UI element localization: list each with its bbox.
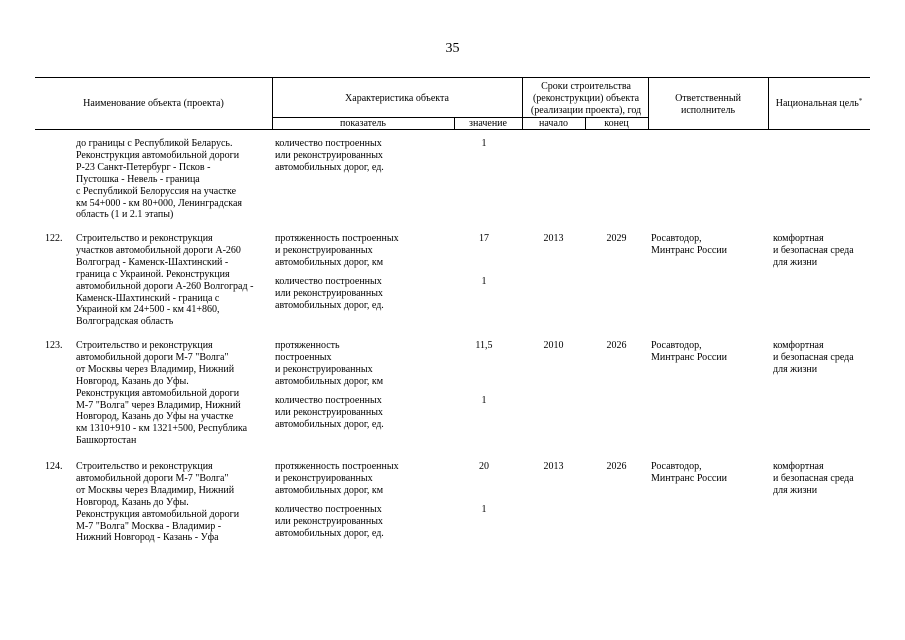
header-name: Наименование объекта (проекта) — [83, 98, 224, 109]
header-start: начало — [539, 118, 568, 129]
header-indicator: показатель — [340, 118, 386, 129]
row-123-responsible: Росавтодор, Минтранс России — [651, 340, 727, 363]
row-continuation-name: до границы с Республикой Беларусь. Реконструкция автомобильной дороги Р-23 Санкт-Петербург - Псков - Пустошка - Невель - граница с Республикой Белоруссия на участке км 54+000 - км 80+000, Ленинградская область (1 и 2.1 этапы) — [76, 138, 243, 221]
row-122-value-count: 1 — [481, 276, 487, 287]
row-122-indicator-count: количество построенных или реконструированных автомобильных дорог, ед. — [275, 276, 384, 311]
header-end: конец — [604, 118, 629, 129]
row-122-name: Строительство и реконструкция участков автомобильной дороги А-260 Волгоград - Каменск-Шахтинский - граница с Украиной. Реконструкция автомобильной дороги А-260 Волгоград - Каменск-Шахтинский - граница с Украиной км 24+500 - км 41+860, Волгоградская область — [76, 233, 254, 328]
row-123-indicator-length: протяженность построенных и реконструированных автомобильных дорог, км — [275, 340, 384, 387]
row-124-end: 2026 — [606, 461, 627, 472]
row-123-start: 2010 — [543, 340, 564, 351]
table-top-border — [35, 77, 870, 78]
row-123-goal: комфортная и безопасная среда для жизни — [773, 340, 854, 375]
header-national-goal: Национальная цель* — [775, 97, 863, 109]
row-123-value-count: 1 — [481, 395, 487, 406]
row-122-end: 2029 — [606, 233, 627, 244]
header-responsible: Ответственный исполнитель — [675, 93, 741, 116]
header-bottom-border — [35, 129, 870, 130]
footnote-mark: * — [858, 97, 863, 105]
row-124-start: 2013 — [543, 461, 564, 472]
row-123-end: 2026 — [606, 340, 627, 351]
row-122-responsible: Росавтодор, Минтранс России — [651, 233, 727, 256]
row-122-number: 122. — [45, 233, 63, 244]
row-124-value-count: 1 — [481, 504, 487, 515]
row-continuation-indicator: количество построенных или реконструированных автомобильных дорог, ед. — [275, 138, 384, 173]
row-122-value-length: 17 — [479, 233, 489, 244]
row-122-goal: комфортная и безопасная среда для жизни — [773, 233, 854, 268]
row-123-number: 123. — [45, 340, 63, 351]
row-124-number: 124. — [45, 461, 63, 472]
header-timeline: Сроки строительства (реконструкции) объекта (реализации проекта), год — [530, 81, 642, 116]
row-122-start: 2013 — [543, 233, 564, 244]
page-number: 35 — [445, 41, 460, 56]
row-122-indicator-length: протяженность построенных и реконструированных автомобильных дорог, км — [275, 233, 399, 268]
row-123-value-length: 11,5 — [475, 340, 493, 351]
row-continuation-value: 1 — [481, 138, 487, 149]
row-124-indicator-length: протяженность построенных и реконструированных автомобильных дорог, км — [275, 461, 399, 496]
row-123-indicator-count: количество построенных или реконструированных автомобильных дорог, ед. — [275, 395, 384, 430]
header-col-divider-5 — [648, 77, 649, 129]
row-124-goal: комфортная и безопасная среда для жизни — [773, 461, 854, 496]
row-123-name: Строительство и реконструкция автомобильной дороги М-7 "Волга" от Москвы через Владимир, Нижний Новгород, Казань до Уфы. Реконструкция автомобильной дороги М-7 "Волга" через Владимир, Нижний Новгород, Казань до Уфы на участке км 1310+910 - км 1321+500, Республика Башкортостан — [76, 340, 248, 447]
row-124-responsible: Росавтодор, Минтранс России — [651, 461, 727, 484]
row-124-indicator-count: количество построенных или реконструированных автомобильных дорог, ед. — [275, 504, 384, 539]
header-characteristics: Характеристика объекта — [345, 93, 449, 104]
header-value: значение — [469, 118, 507, 129]
row-124-value-length: 20 — [479, 461, 489, 472]
row-124-name: Строительство и реконструкция автомобильной дороги М-7 "Волга" от Москвы через Владимир, Нижний Новгород, Казань до Уфы. Реконструкция автомобильной дороги М-7 "Волга" Москва - Владимир - Нижний Новгород - Казань - Уфа — [76, 461, 240, 544]
